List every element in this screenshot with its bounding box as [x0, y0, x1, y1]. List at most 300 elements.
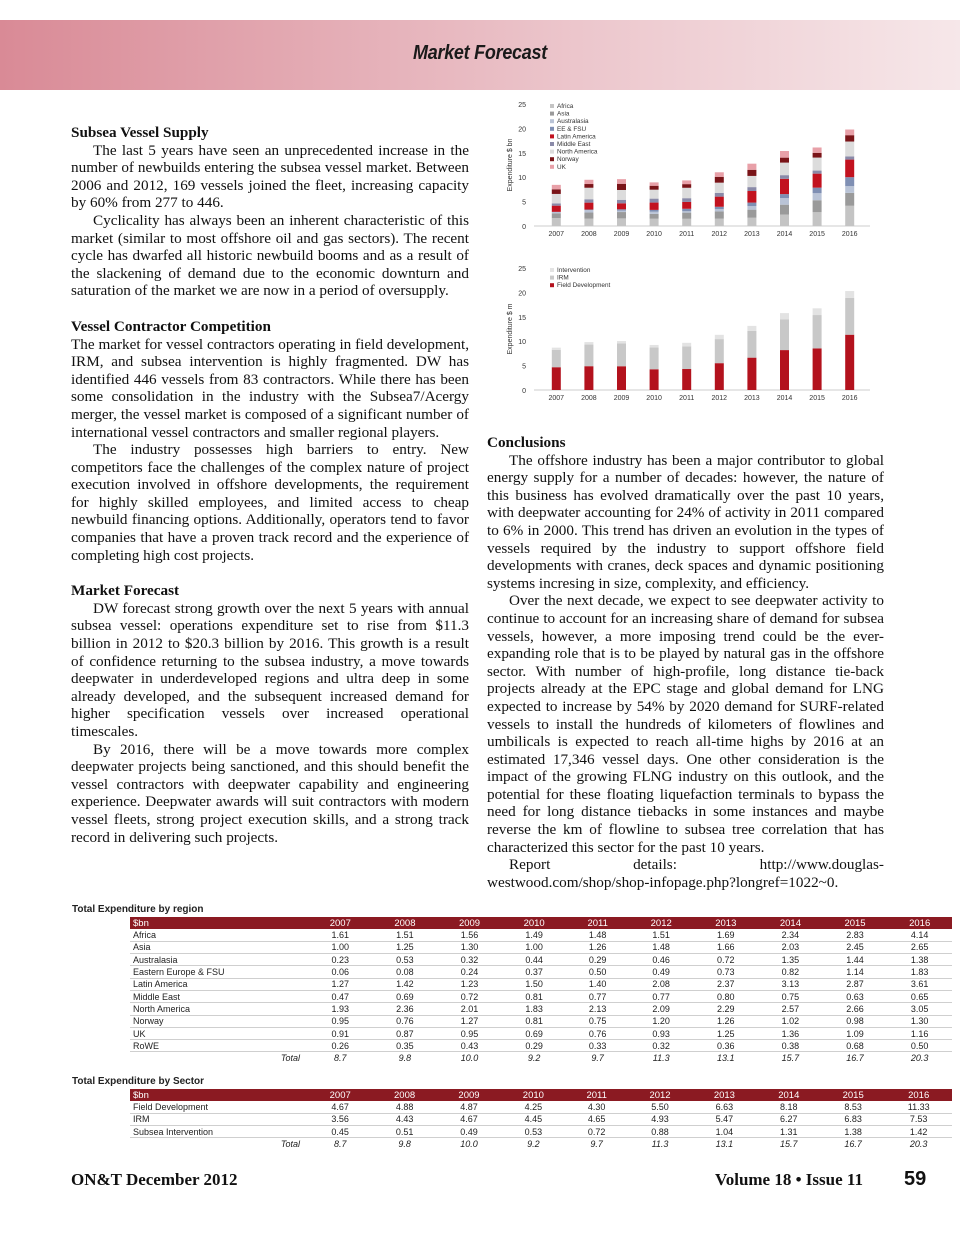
x-tick-label: 2016 [841, 231, 858, 238]
table-cell: 1.38 [887, 954, 952, 966]
region-chart [490, 96, 880, 246]
bar-segment [813, 174, 822, 188]
table-cell: 0.06 [308, 966, 373, 978]
bar-segment [715, 207, 724, 209]
bar-segment [584, 199, 593, 202]
bar-segment [617, 341, 626, 343]
bar-segment [747, 176, 756, 187]
table-cell: 1.48 [629, 941, 694, 953]
table-cell: 0.95 [437, 1027, 502, 1039]
y-tick-label: 0 [522, 224, 526, 231]
total-label: Total [130, 1138, 308, 1150]
total-cell: 10.0 [437, 1138, 501, 1150]
bar-segment [650, 345, 659, 348]
y-tick-label: 25 [518, 102, 526, 109]
bar-segment [845, 291, 854, 298]
total-cell: 20.3 [887, 1052, 952, 1064]
table-cell: 1.42 [373, 978, 438, 990]
row-label: Australasia [130, 954, 308, 966]
table-cell: 4.25 [501, 1101, 565, 1113]
paragraph: Over the next decade, we expect to see deepwater activity to continue to account for an increasing share of demand for subsea vessels, however, a more imposing trend could be the ever-expanding role that is to be played by natural gas in the offshore sector. With number of high-profile, long distance tie-back projects already at the EPC stage and global demand for LNG expected to increase by 54% by 2020 demand for SURF-related vessels to install the hundreds of kilometers of flowlines and umbilicals is expected to reach all-time highs by 2016 at an estimated 17,346 vessel days. One other consideration is the impact of the growing FLNG industry on this outlook, and the potential for these floating liquefaction terminals to bypass the need for long distance tiebacks in some instances and maybe reverse the km of flowline to subsea tree correlation that has characterized this sector for the past 10 years. [487, 592, 884, 856]
section-heading: Subsea Vessel Supply [71, 124, 209, 141]
total-label: Total [130, 1052, 308, 1064]
table-row [130, 1126, 952, 1138]
x-tick-label: 2007 [548, 231, 565, 238]
y-axis-label: Expenditure $ m [507, 303, 514, 355]
table-row [130, 1040, 952, 1052]
table-cell: 1.23 [437, 978, 502, 990]
x-tick-label: 2011 [679, 231, 695, 238]
table-year-header: 2008 [373, 917, 438, 929]
bar-segment [715, 172, 724, 177]
report-link[interactable]: Report details: http://www.douglas-westwood.com/shop/shop-infopage.php?longref=1022~0. [487, 856, 884, 891]
table-cell: 1.61 [308, 929, 373, 941]
bar-segment [617, 190, 626, 200]
bar-segment [584, 188, 593, 200]
legend-swatch [550, 157, 554, 161]
bar-segment [584, 184, 593, 188]
table-cell: 1.35 [758, 954, 823, 966]
table-cell: 0.88 [628, 1126, 692, 1138]
table-cell: 5.50 [628, 1101, 692, 1113]
table-row [130, 941, 952, 953]
total-cell: 15.7 [758, 1052, 823, 1064]
table-cell: 1.09 [823, 1027, 888, 1039]
table-cell: 0.75 [758, 990, 823, 1002]
table-cell: 1.50 [502, 978, 567, 990]
total-cell: 9.7 [566, 1138, 628, 1150]
legend-label: North America [557, 148, 598, 156]
page-title: Market Forecast [412, 42, 548, 64]
bar-segment [813, 212, 822, 226]
table-cell: 6.83 [821, 1113, 885, 1125]
x-tick-label: 2014 [776, 395, 793, 402]
table-cell: 0.65 [887, 990, 952, 1002]
y-tick-label: 25 [518, 266, 526, 273]
row-label: Asia [130, 941, 308, 953]
bar-segment [747, 206, 756, 210]
bar-segment [780, 151, 789, 158]
bar-segment [780, 205, 789, 215]
sector-table [130, 1089, 952, 1150]
legend-swatch [550, 165, 554, 169]
table-cell: 0.49 [437, 1126, 501, 1138]
x-tick-label: 2015 [809, 395, 825, 402]
table-cell: 4.43 [372, 1113, 436, 1125]
table-row [130, 978, 952, 990]
bar-segment [780, 198, 789, 205]
x-tick-label: 2016 [841, 395, 858, 402]
y-tick-label: 0 [522, 388, 526, 395]
bar-segment [813, 200, 822, 212]
total-cell: 13.1 [694, 1052, 759, 1064]
table-cell: 1.16 [887, 1027, 952, 1039]
table-cell: 0.32 [629, 1040, 694, 1052]
bar-segment [584, 345, 593, 367]
legend-label: Australasia [557, 118, 589, 126]
table-cell: 1.25 [694, 1027, 759, 1039]
table-year-header: 2010 [502, 917, 567, 929]
bar-segment [682, 180, 691, 184]
total-row [130, 1052, 952, 1064]
table-cell: 2.01 [437, 1003, 502, 1015]
x-tick-label: 2011 [679, 395, 695, 402]
table-cell: 0.47 [308, 990, 373, 1002]
table-cell: 0.49 [629, 966, 694, 978]
bar-segment [780, 163, 789, 176]
total-cell: 16.7 [823, 1052, 888, 1064]
bar-segment [715, 211, 724, 218]
bar-segment [813, 193, 822, 200]
y-tick-label: 5 [522, 199, 526, 207]
x-tick-label: 2010 [646, 231, 662, 238]
table-cell: 0.23 [308, 954, 373, 966]
bar-segment [715, 183, 724, 193]
row-label: Middle East [130, 990, 308, 1002]
bar-segment [682, 198, 691, 202]
y-tick-label: 10 [518, 339, 526, 347]
bar-segment [682, 213, 691, 219]
total-cell: 10.0 [437, 1052, 502, 1064]
table-year-header: 2007 [308, 1089, 372, 1101]
legend-swatch [550, 276, 554, 280]
table-cell: 4.14 [887, 929, 952, 941]
bar-segment [682, 209, 691, 211]
table-cell: 1.83 [502, 1003, 567, 1015]
header-banner [0, 20, 960, 90]
legend-label: Asia [557, 110, 570, 118]
bar-segment [780, 313, 789, 319]
bar-segment [617, 203, 626, 209]
table-cell: 1.40 [566, 978, 628, 990]
x-tick-label: 2009 [613, 395, 630, 402]
bar-segment [552, 206, 561, 212]
bar-segment [813, 308, 822, 315]
total-cell: 16.7 [821, 1138, 885, 1150]
legend-swatch [550, 150, 554, 154]
table-cell: 1.48 [566, 929, 628, 941]
bar-segment [845, 193, 854, 206]
table-cell: 3.56 [308, 1113, 372, 1125]
table-cell: 0.91 [308, 1027, 373, 1039]
table-cell: 5.47 [692, 1113, 756, 1125]
table-cell: 4.45 [501, 1113, 565, 1125]
total-cell: 9.8 [372, 1138, 436, 1150]
table-cell: 2.66 [823, 1003, 888, 1015]
bar-segment [845, 186, 854, 193]
x-tick-label: 2012 [711, 231, 728, 238]
x-tick-label: 2012 [711, 395, 728, 402]
table-cell: 1.26 [694, 1015, 759, 1027]
bar-segment [845, 177, 854, 186]
bar-segment [552, 194, 561, 203]
bar-segment [747, 210, 756, 218]
bar-segment [715, 339, 724, 363]
legend-swatch [550, 283, 554, 287]
table-cell: 1.02 [758, 1015, 823, 1027]
x-tick-label: 2014 [776, 231, 793, 238]
table-cell: 0.93 [629, 1027, 694, 1039]
bar-segment [682, 211, 691, 212]
table-cell: 1.04 [692, 1126, 756, 1138]
section-heading: Market Forecast [71, 582, 180, 600]
total-cell: 9.2 [502, 1052, 567, 1064]
table-cell: 0.81 [502, 990, 567, 1002]
table-cell: 1.00 [308, 941, 373, 953]
table-cell: 0.80 [694, 990, 759, 1002]
table-cell: 2.13 [566, 1003, 628, 1015]
bar-segment [584, 203, 593, 210]
region-table [130, 917, 952, 1064]
table-cell: 1.83 [887, 966, 952, 978]
table-cell: 0.51 [372, 1126, 436, 1138]
legend-label: Field Development [557, 282, 611, 290]
table-cell: 0.87 [373, 1027, 438, 1039]
table-cell: 0.72 [437, 990, 502, 1002]
table-cell: 1.00 [502, 941, 567, 953]
bar-segment [715, 335, 724, 339]
bar-segment [747, 164, 756, 170]
table-year-header: 2009 [437, 917, 502, 929]
table-cell: 0.76 [566, 1027, 628, 1039]
bar-segment [617, 209, 626, 210]
paragraph: The last 5 years have seen an unprecedented increase in the number of newbuilds entering the subsea vessel market. Between 2006 and 2012, 169 vessels joined the fleet, increasing capacity by 60% from 277 to 446. [71, 141, 469, 212]
table-cell: 1.51 [373, 929, 438, 941]
table-year-header: 2009 [437, 1089, 501, 1101]
bar-segment [780, 194, 789, 198]
bar-segment [552, 185, 561, 189]
legend-swatch [550, 119, 554, 123]
bar-segment [552, 189, 561, 194]
bar-segment [552, 350, 561, 367]
bar-segment [845, 130, 854, 136]
table-row [130, 966, 952, 978]
table-cell: 0.35 [373, 1040, 438, 1052]
row-label: Subsea Intervention [130, 1126, 308, 1138]
table-year-header: 2011 [566, 1089, 628, 1101]
bar-segment [813, 315, 822, 348]
paragraph: DW forecast strong growth over the next 5 years with annual subsea vessel: operations expenditure set to rise from $11.3 billion in 2012 to $20.3 billion by 2016. This growth is a result of confidence returning to the subsea industry, a move towards deepwater in underdeveloped regions and ultra deep in some already developed, and the subsequent increased demand for higher specification vessels over increased operational timescales. [71, 599, 469, 740]
table-cell: 1.14 [823, 966, 888, 978]
x-tick-label: 2008 [581, 231, 597, 238]
region-table-block [72, 904, 931, 1064]
bar-segment [845, 135, 854, 141]
bar-segment [617, 366, 626, 390]
y-tick-label: 10 [518, 175, 526, 183]
table-cell: 0.50 [566, 966, 628, 978]
bar-segment [715, 363, 724, 390]
table-year-header: 2008 [372, 1089, 436, 1101]
total-cell: 11.3 [629, 1052, 694, 1064]
table-year-header: 2014 [757, 1089, 821, 1101]
table-cell: 2.45 [823, 941, 888, 953]
table-cell: 4.88 [372, 1101, 436, 1113]
bar-segment [650, 182, 659, 185]
paragraph: The offshore industry has been a major contributor to global energy supply for a number of decades: however, the nature of this business has evolved dramatically over the past 10 years, with deepwater accounting for 24% of activity in 2011 compared to 6% in 2000. This trend has driven an evolution in the types of vessels required by the industry to support offshore field developments with cranes, deck spaces and dynamic positioning systems incresing in size, complexity, and efficiency. [487, 451, 884, 592]
legend-label: Africa [557, 103, 574, 110]
table-cell: 2.57 [758, 1003, 823, 1015]
table-cell: 2.87 [823, 978, 888, 990]
table-cell: 0.72 [694, 954, 759, 966]
table-cell: 0.08 [373, 966, 438, 978]
table-unit-header: $bn [130, 917, 308, 929]
total-cell: 8.7 [308, 1138, 372, 1150]
bar-segment [650, 186, 659, 190]
table-cell: 0.75 [566, 1015, 628, 1027]
table-cell: 1.26 [566, 941, 628, 953]
legend-label: EE & FSU [557, 125, 587, 133]
bar-segment [682, 202, 691, 209]
table-cell: 1.20 [629, 1015, 694, 1027]
x-tick-label: 2010 [646, 395, 662, 402]
table-cell: 0.53 [501, 1126, 565, 1138]
table-year-header: 2015 [821, 1089, 885, 1101]
bar-segment [780, 175, 789, 179]
table-cell: 1.69 [694, 929, 759, 941]
bar-segment [747, 170, 756, 176]
bar-segment [715, 209, 724, 211]
bar-segment [552, 203, 561, 205]
table-row [130, 1015, 952, 1027]
table-year-header: 2014 [758, 917, 823, 929]
y-tick-label: 15 [518, 314, 526, 322]
legend-label: Norway [557, 156, 579, 164]
table-cell: 3.13 [758, 978, 823, 990]
table-cell: 2.83 [823, 929, 888, 941]
table-row [130, 1003, 952, 1015]
legend-swatch [550, 268, 554, 272]
table-cell: 1.27 [437, 1015, 502, 1027]
bar-segment [715, 193, 724, 197]
table-unit-header: $bn [130, 1089, 308, 1101]
y-axis-label: Expenditure $ bn [507, 138, 514, 192]
table-row [130, 990, 952, 1002]
bar-segment [747, 191, 756, 203]
table-year-header: 2007 [308, 917, 373, 929]
table-cell: 0.43 [437, 1040, 502, 1052]
bar-segment [682, 184, 691, 188]
y-tick-label: 20 [518, 126, 526, 134]
left-column [71, 124, 469, 846]
table-cell: 6.63 [692, 1101, 756, 1113]
table-row [130, 929, 952, 941]
table-cell: 6.27 [757, 1113, 821, 1125]
bar-segment [780, 179, 789, 194]
bar-segment [650, 203, 659, 210]
paragraph: By 2016, there will be a move towards more complex deepwater projects being sanctioned, and this should benefit the vessel contractors with deepwater capability and engineering experience. Deepwater awards will suit contractors with modern vessel fleets, strong project execution skills, and a strong track record in delivering such projects. [71, 740, 469, 846]
table-cell: 0.37 [502, 966, 567, 978]
bar-segment [617, 218, 626, 226]
paragraph: The market for vessel contractors operating in field development, IRM, and subsea intervention is highly fragmented. DW has identified 446 vessels from 83 contractors. While there has been some consolidation in the industry with the Subsea7/Acergy merger, the vessel market is composed of a significant number of international vessel contractors and smaller regional players. [71, 335, 469, 441]
table-year-header: 2015 [823, 917, 888, 929]
legend-swatch [550, 142, 554, 146]
footer-volume: Volume 18 • Issue 11 [715, 1170, 863, 1189]
bar-segment [650, 199, 659, 203]
table-cell: 0.36 [694, 1040, 759, 1052]
sector-table-block [72, 1076, 930, 1150]
legend-swatch [550, 104, 554, 108]
bar-segment [650, 219, 659, 226]
sector-chart [490, 260, 880, 410]
footer-publication: ON&T December 2012 [71, 1170, 238, 1189]
table-cell: 4.67 [437, 1113, 501, 1125]
total-cell: 13.1 [692, 1138, 756, 1150]
table-cell: 1.66 [694, 941, 759, 953]
bar-segment [813, 158, 822, 171]
table-year-header: 2012 [628, 1089, 692, 1101]
x-tick-label: 2015 [809, 231, 825, 238]
row-label: Field Development [130, 1101, 308, 1113]
table-cell: 0.77 [566, 990, 628, 1002]
y-tick-label: 15 [518, 150, 526, 158]
paragraph: The industry possesses high barriers to entry. New competitors face the challenges of the complex nature of project execution involved in offshore developments, the requirement for highly skilled employees, and limited access to cheap newbuild financing options. Additionally, operators tend to favor companies that have a proven track record and the experience of completing high cost projects. [71, 441, 469, 564]
table-cell: 4.30 [566, 1101, 628, 1113]
row-label: RoWE [130, 1040, 308, 1052]
table-cell: 2.34 [758, 929, 823, 941]
table-cell: 11.33 [885, 1101, 952, 1113]
bar-segment [813, 153, 822, 158]
legend-label: Latin America [557, 133, 596, 141]
row-label: Latin America [130, 978, 308, 990]
bar-segment [617, 212, 626, 218]
table-year-header: 2012 [629, 917, 694, 929]
y-tick-label: 20 [518, 290, 526, 298]
table-cell: 3.61 [887, 978, 952, 990]
bar-segment [584, 366, 593, 390]
table-cell: 2.65 [887, 941, 952, 953]
table-cell: 0.68 [823, 1040, 888, 1052]
legend-label: Intervention [557, 267, 591, 274]
bar-segment [845, 156, 854, 159]
table-cell: 1.42 [885, 1126, 952, 1138]
bar-segment [715, 197, 724, 207]
legend-label: Middle East [557, 141, 591, 148]
table-cell: 0.44 [502, 954, 567, 966]
table-cell: 0.82 [758, 966, 823, 978]
legend-swatch [550, 112, 554, 116]
table-cell: 0.50 [887, 1040, 952, 1052]
row-label: Africa [130, 929, 308, 941]
bar-segment [682, 369, 691, 390]
bar-segment [617, 179, 626, 184]
table-cell: 0.69 [502, 1027, 567, 1039]
bar-segment [845, 142, 854, 157]
total-cell: 11.3 [628, 1138, 692, 1150]
x-tick-label: 2013 [744, 395, 760, 402]
table-cell: 2.08 [629, 978, 694, 990]
table-cell: 3.05 [887, 1003, 952, 1015]
bar-segment [813, 348, 822, 390]
table-cell: 1.30 [437, 941, 502, 953]
bar-segment [650, 190, 659, 199]
table-cell: 0.69 [373, 990, 438, 1002]
legend-swatch [550, 134, 554, 138]
bar-segment [845, 298, 854, 335]
bar-segment [780, 350, 789, 390]
bar-segment [747, 326, 756, 331]
bar-segment [813, 171, 822, 174]
table-year-header: 2016 [885, 1089, 952, 1101]
bar-segment [584, 180, 593, 184]
bar-segment [552, 218, 561, 226]
bar-segment [715, 177, 724, 183]
paragraph: Cyclicality has always been an inherent characteristic of this market (similar to most offshore oil and gas sectors). The recent cycle has dwarfed all historic newbuild booms and as a result of the slackening of demand due to the economic downturn and saturation of the market we are now in a period of oversupply. [71, 211, 469, 300]
section-heading: Conclusions [487, 434, 566, 451]
table-cell: 0.38 [758, 1040, 823, 1052]
table-cell: 1.49 [502, 929, 567, 941]
table-cell: 2.37 [694, 978, 759, 990]
table-cell: 2.29 [694, 1003, 759, 1015]
